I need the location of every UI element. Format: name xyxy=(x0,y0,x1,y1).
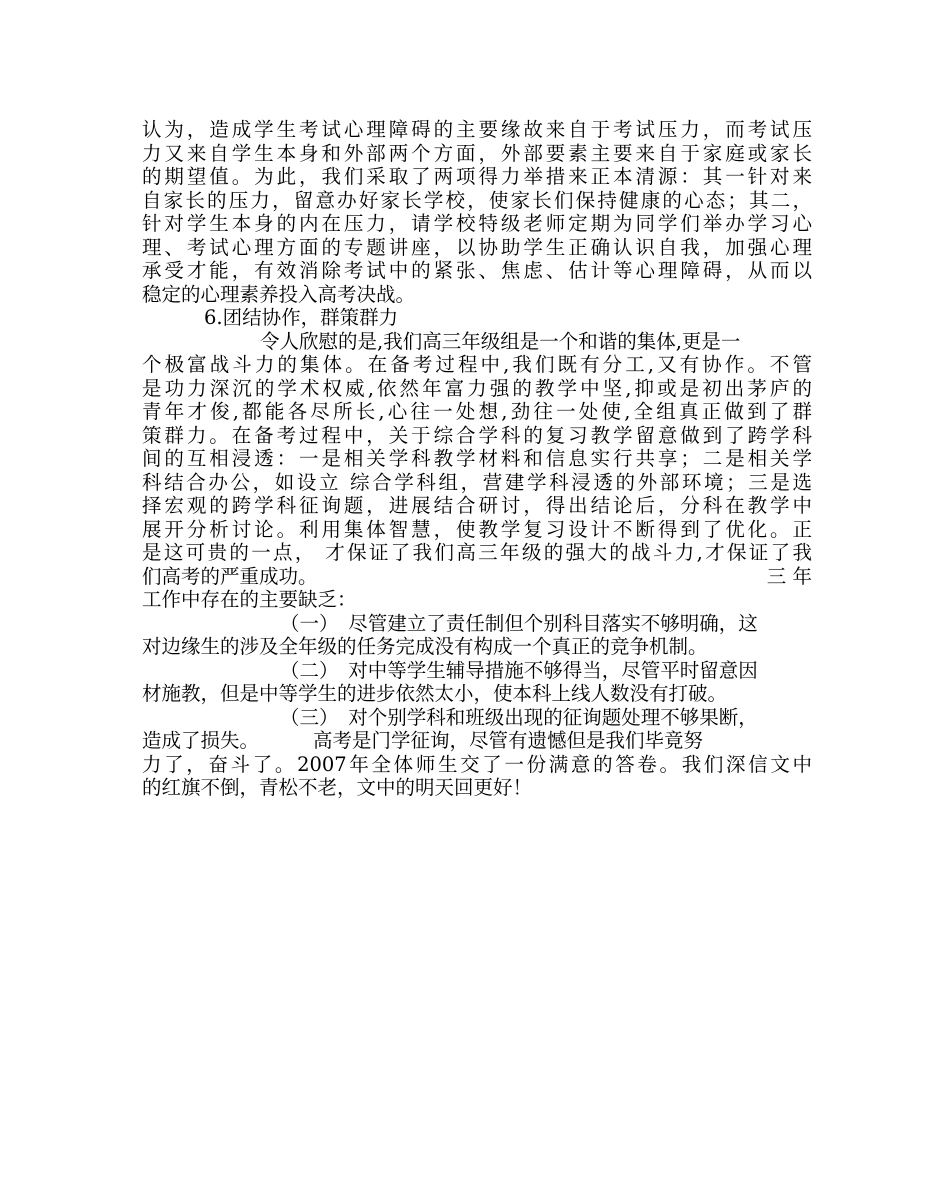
text-line: 令人欣慰的是,我们高三年级组是一个和谐的集体,更是一 xyxy=(260,329,741,353)
text-line: 的期望值。为此，我们采取了两项得力举措来正本清源：其一针对来 xyxy=(142,165,812,188)
text-line: 青年才俊,都能各尽所长,心往一处想,劲往一处使,全组真正做到了群 xyxy=(142,400,812,423)
closing-start: 高考是门学征询，尽管有遗憾但是我们毕竟努 xyxy=(313,729,704,752)
text-line: 间的互相浸透：一是相关学科教学材料和信息实行共享；二是相关学 xyxy=(142,447,812,470)
text-line: 展开分析讨论。利用集体智慧，使教学复习设计不断得到了优化。正 xyxy=(142,517,812,541)
list-item: （一） 尽管建立了责任制但个别科目落实不够明确，这 xyxy=(280,611,758,635)
list-item-cont: 材施教，但是中等学生的进步依然太小，使本科上线人数没有打破。 xyxy=(142,682,728,705)
text-line: 是功力深沉的学术权威,依然年富力强的教学中坚,抑或是初出茅庐的 xyxy=(142,376,812,400)
list-item-cont: 造成了损失。 xyxy=(142,729,260,752)
text-line: 针对学生本身的内在压力，请学校特级老师定期为同学们举办学习心 xyxy=(142,212,812,235)
text-line: 是这可贵的一点， 才保证了我们高三年级的强大的战斗力,才保证了我 xyxy=(142,541,812,564)
section3-label: 三 年 xyxy=(766,564,812,588)
text-line xyxy=(142,729,812,753)
list-item: （二） 对中等学生辅导措施不够得当，尽管平时留意因 xyxy=(280,658,758,682)
list-item: （三） 对个别学科和班级出现的征询题处理不够果断， xyxy=(280,705,758,729)
list-item-cont: 对边缘生的涉及全年级的任务完成没有构成一个真正的竞争机制。 xyxy=(142,635,708,658)
text-line: 自家长的压力，留意办好家长学校，使家长们保持健康的心态；其二， xyxy=(142,188,812,212)
text-line: 的红旗不倒，青松不老，文中的明天回更好！ xyxy=(142,776,533,799)
text-line: 力又来自学生本身和外部两个方面，外部要素主要来自于家庭或家长 xyxy=(142,141,812,165)
text-line: 承受才能，有效消除考试中的紧张、焦虑、估计等心理障碍，从而以 xyxy=(142,259,812,282)
section3-heading: 工作中存在的主要缺乏： xyxy=(142,588,357,611)
text-line: 策群力。在备考过程中，关于综合学科的复习教学留意做到了跨学科 xyxy=(142,423,812,447)
text-line: 个极富战斗力的集体。在备考过程中,我们既有分工,又有协作。不管 xyxy=(142,353,812,376)
section-heading: 6.团结协作，群策群力 xyxy=(204,306,399,329)
text-line: 科结合办公，如设立 综合学科组，营建学科浸透的外部环境；三是选 xyxy=(142,470,812,494)
text-line: 稳定的心理素养投入高考决战。 xyxy=(142,282,416,306)
text-line: 力了，奋斗了。2007年全体师生交了一份满意的答卷。我们深信文中 xyxy=(142,752,812,776)
text-line: 理、考试心理方面的专题讲座，以协助学生正确认识自我，加强心理 xyxy=(142,235,812,259)
text-line: 认为，造成学生考试心理障碍的主要缘故来自于考试压力，而考试压 xyxy=(142,118,812,141)
text-line: 们高考的严重成功。 xyxy=(142,564,318,588)
text-line: 择宏观的跨学科征询题，进展结合研讨，得出结论后，分科在教学中 xyxy=(142,494,812,517)
document-body xyxy=(142,118,812,800)
